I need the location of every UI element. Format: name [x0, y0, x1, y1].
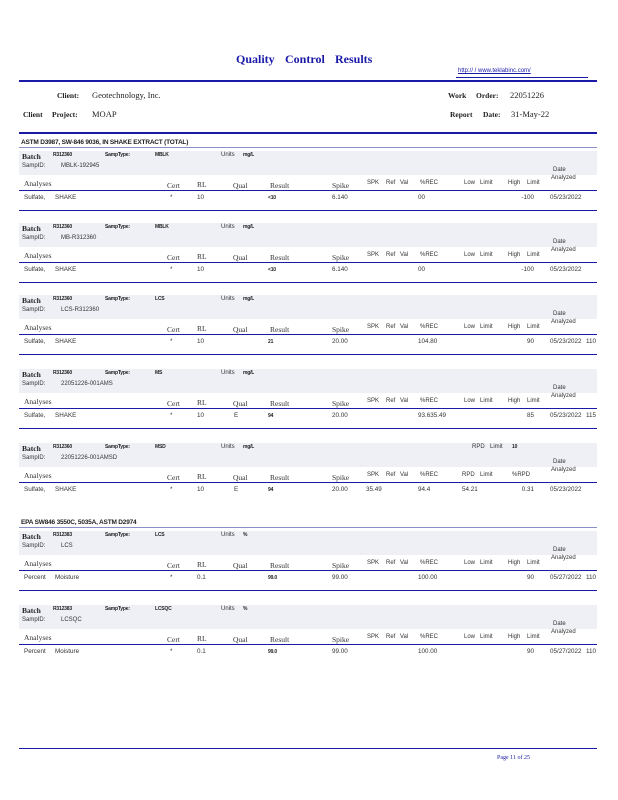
- col-result: Result: [270, 561, 290, 570]
- samptype-value: MBLK: [155, 152, 169, 158]
- col-ref: Ref: [386, 472, 396, 478]
- rpd-label: RPD: [472, 444, 485, 450]
- col-result: Result: [270, 399, 290, 408]
- result-value: 99.0: [268, 649, 277, 655]
- col-qual: Qual: [233, 325, 248, 334]
- col-high: High: [508, 634, 521, 640]
- order-label: Order:: [476, 91, 499, 100]
- col-high: High: [508, 324, 521, 330]
- col-low: Low: [464, 180, 476, 186]
- report-label: Report: [450, 110, 473, 119]
- sampid-value: LCSQC: [61, 617, 82, 623]
- batch-label: Batch: [22, 606, 41, 615]
- rl-value: 0.1: [197, 574, 206, 581]
- col-spk: SPK: [367, 472, 380, 478]
- block-rule: [19, 282, 597, 283]
- col-cert: Cert: [167, 561, 180, 570]
- analyzed-label: Analyzed: [551, 629, 576, 635]
- col-rpd: RPD: [462, 472, 475, 478]
- samptype-value: MBLK: [155, 224, 169, 230]
- col-ref: Ref: [386, 180, 396, 186]
- col-val: Val: [400, 634, 409, 640]
- batch-id: R312383: [53, 606, 72, 612]
- date-analyzed-value: 05/27/2022: [550, 648, 582, 655]
- date-value: 31-May-22: [511, 109, 550, 119]
- sampid-value: MB-R312360: [61, 235, 97, 241]
- samptype-label: SampType:: [105, 606, 130, 612]
- analyte-name: Percent: [24, 648, 46, 655]
- units-label: Units: [221, 444, 235, 450]
- col-spk: SPK: [367, 252, 380, 258]
- col-limit: Limit: [480, 324, 493, 330]
- units-value: mg/L: [243, 370, 255, 376]
- units-value: mg/L: [243, 152, 255, 158]
- sampid-label: SampID:: [22, 543, 46, 549]
- batch-id: R312360: [53, 370, 72, 376]
- col-spike: Spike: [332, 253, 350, 262]
- client-label: Client:: [57, 91, 80, 100]
- analyte-name-2: SHAKE: [55, 194, 77, 201]
- rec-value: 93.635.49: [418, 412, 447, 419]
- column-rule: [19, 644, 597, 645]
- date-label: Date:: [483, 110, 501, 119]
- page-number: Page 11 of 25: [497, 755, 530, 761]
- col-result: Result: [270, 473, 290, 482]
- col-val: Val: [400, 560, 409, 566]
- units-value: mg/L: [243, 296, 255, 302]
- sampid-value: 22051226-001AMS: [61, 381, 113, 387]
- units-label: Units: [221, 224, 235, 230]
- spike-value: 99.00: [332, 574, 348, 581]
- result-value: 94: [268, 413, 274, 419]
- analyte-name-2: Moisture: [55, 648, 80, 655]
- header-rule: [19, 132, 597, 134]
- title-word-control: Control: [285, 52, 325, 66]
- method-rule: [19, 147, 597, 148]
- analyte-name: Sulfate,: [24, 486, 46, 493]
- footer-rule: [19, 748, 597, 749]
- col-rpd-limit: Limit: [480, 472, 493, 478]
- samptype-value: LCSQC: [155, 606, 172, 612]
- col-rec: %REC: [420, 560, 439, 566]
- col-analyses: Analyses: [24, 471, 52, 480]
- analyzed-label: Analyzed: [551, 319, 576, 325]
- date-analyzed-value: 05/27/2022: [550, 574, 582, 581]
- result-value: 99.0: [268, 575, 277, 581]
- col-analyses: Analyses: [24, 559, 52, 568]
- batch-label: Batch: [22, 296, 41, 305]
- col-cert: Cert: [167, 473, 180, 482]
- col-result: Result: [270, 325, 290, 334]
- rec-value: 100.00: [418, 574, 438, 581]
- date-analyzed-value: 05/23/2022: [550, 266, 582, 273]
- column-rule: [19, 190, 597, 191]
- col-limit2: Limit: [527, 180, 540, 186]
- cert-value: *: [170, 338, 173, 345]
- spike-value: 6.140: [332, 266, 348, 273]
- col-cert: Cert: [167, 635, 180, 644]
- date-analyzed-value: 05/23/2022: [550, 486, 582, 493]
- high-value: 90: [526, 338, 534, 345]
- col-qual: Qual: [233, 635, 248, 644]
- rl-value: 10: [197, 412, 205, 419]
- col-analyses: Analyses: [24, 323, 52, 332]
- samptype-value: LCS: [155, 532, 165, 538]
- rec-value: 100.00: [418, 648, 438, 655]
- col-spike: Spike: [332, 473, 350, 482]
- col-spk: SPK: [367, 180, 380, 186]
- title-word-quality: Quality: [236, 52, 275, 66]
- batch-id: R312360: [53, 152, 72, 158]
- batch-label: Batch: [22, 152, 41, 161]
- block-rule: [19, 590, 597, 591]
- col-limit2: Limit: [527, 560, 540, 566]
- spike-value: 99.00: [332, 648, 348, 655]
- client-value: Geotechnology, Inc.: [92, 90, 161, 100]
- work-label: Work: [448, 91, 467, 100]
- units-value: mg/L: [243, 224, 255, 230]
- col-spike: Spike: [332, 635, 350, 644]
- cert-value: *: [170, 412, 173, 419]
- date-analyzed-value: 05/23/2022: [550, 338, 582, 345]
- analyte-name-2: SHAKE: [55, 338, 77, 345]
- rl-value: 10: [197, 486, 205, 493]
- analyte-name-2: Moisture: [55, 574, 80, 581]
- col-low: Low: [464, 560, 476, 566]
- col-qual: Qual: [233, 561, 248, 570]
- units-value: %: [243, 606, 248, 612]
- sampid-label: SampID:: [22, 307, 46, 313]
- col-rpd-pct: %RPD: [512, 472, 531, 478]
- batch-id: R312360: [53, 296, 72, 302]
- col-qual: Qual: [233, 399, 248, 408]
- col-high: High: [508, 180, 521, 186]
- col-spike: Spike: [332, 561, 350, 570]
- col-rec: %REC: [420, 180, 439, 186]
- col-high: High: [508, 560, 521, 566]
- batch-id: R312360: [53, 224, 72, 230]
- rpd-limit-label: Limit: [490, 444, 503, 450]
- units-label: Units: [221, 532, 235, 538]
- title-rule: [19, 80, 597, 82]
- samptype-value: MSD: [155, 444, 166, 450]
- col-limit: Limit: [480, 634, 493, 640]
- spike-value: 20.00: [332, 338, 348, 345]
- col-cert: Cert: [167, 325, 180, 334]
- col-ref: Ref: [386, 324, 396, 330]
- column-rule: [19, 482, 597, 483]
- sampid-value: LCS: [61, 543, 73, 549]
- units-label: Units: [221, 152, 235, 158]
- cert-value: *: [170, 486, 173, 493]
- method-rule: [19, 527, 597, 528]
- date-analyzed-value: 05/23/2022: [550, 412, 582, 419]
- col-rl: RL: [197, 324, 207, 333]
- analyte-name: Percent: [24, 574, 46, 581]
- col-rl: RL: [197, 560, 207, 569]
- extra-value: 115: [586, 412, 597, 419]
- units-label: Units: [221, 296, 235, 302]
- url-underline: [456, 77, 588, 78]
- col-qual: Qual: [233, 473, 248, 482]
- col-val: Val: [400, 180, 409, 186]
- col-high: High: [508, 398, 521, 404]
- result-value: 94: [268, 487, 274, 493]
- col-result: Result: [270, 181, 290, 190]
- qual-value: E: [234, 486, 239, 493]
- analyte-name-2: SHAKE: [55, 412, 77, 419]
- analyte-name: Sulfate,: [24, 194, 46, 201]
- col-low: Low: [464, 324, 476, 330]
- col-limit: Limit: [480, 398, 493, 404]
- col-limit: Limit: [480, 560, 493, 566]
- rpd-limit-value: 10: [512, 444, 518, 450]
- analyte-name: Sulfate,: [24, 338, 46, 345]
- col-analyses: Analyses: [24, 251, 52, 260]
- website-link[interactable]: http:// / www.teklabinc.com/: [458, 68, 531, 74]
- col-ref: Ref: [386, 634, 396, 640]
- samptype-value: LCS: [155, 296, 165, 302]
- samptype-label: SampType:: [105, 152, 130, 158]
- date-label: Date: [553, 385, 566, 391]
- col-ref: Ref: [386, 252, 396, 258]
- extra-value: 110: [586, 574, 597, 581]
- analyte-name-2: SHAKE: [55, 266, 77, 273]
- analyzed-label: Analyzed: [551, 175, 576, 181]
- col-ref: Ref: [386, 398, 396, 404]
- batch-label: Batch: [22, 532, 41, 541]
- sampid-value: 22051226-001AMSD: [61, 455, 118, 461]
- col-spk: SPK: [367, 398, 380, 404]
- samptype-label: SampType:: [105, 532, 130, 538]
- column-rule: [19, 334, 597, 335]
- result-value: 21: [268, 339, 274, 345]
- col-spike: Spike: [332, 181, 350, 190]
- result-value: <10: [268, 267, 276, 273]
- col-val: Val: [400, 324, 409, 330]
- rl-value: 10: [197, 194, 205, 201]
- high-value: 90: [526, 574, 534, 581]
- analyte-name: Sulfate,: [24, 412, 46, 419]
- batch-label: Batch: [22, 444, 41, 453]
- col-limit2: Limit: [527, 252, 540, 258]
- extra-value: 110: [586, 338, 597, 345]
- samptype-label: SampType:: [105, 224, 130, 230]
- batch-id: R312383: [53, 532, 72, 538]
- rl-value: 10: [197, 266, 205, 273]
- high-value: 90: [526, 648, 534, 655]
- col-rl: RL: [197, 180, 207, 189]
- col-rec: %REC: [420, 634, 439, 640]
- rl-value: 0.1: [197, 648, 206, 655]
- col-analyses: Analyses: [24, 633, 52, 642]
- col-val: Val: [400, 398, 409, 404]
- col-cert: Cert: [167, 399, 180, 408]
- spike-value: 6.140: [332, 194, 348, 201]
- date-label: Date: [553, 311, 566, 317]
- col-analyses: Analyses: [24, 397, 52, 406]
- spike-value: 20.00: [332, 412, 348, 419]
- spike-value: 20.00: [332, 486, 348, 493]
- column-rule: [19, 262, 597, 263]
- sampid-label: SampID:: [22, 381, 46, 387]
- col-low: Low: [464, 634, 476, 640]
- method-title: EPA SW846 3550C, 5035A, ASTM D2974: [21, 519, 137, 526]
- sampid-value: LCS-R312360: [61, 307, 100, 313]
- date-label: Date: [553, 547, 566, 553]
- sampid-label: SampID:: [22, 455, 46, 461]
- high-value: -100: [521, 266, 534, 273]
- sampid-label: SampID:: [22, 163, 46, 169]
- analyzed-label: Analyzed: [551, 393, 576, 399]
- col-limit: Limit: [480, 252, 493, 258]
- col-rl: RL: [197, 252, 207, 261]
- samptype-label: SampType:: [105, 444, 130, 450]
- samptype-label: SampType:: [105, 370, 130, 376]
- analyte-name-2: SHAKE: [55, 486, 77, 493]
- col-low: Low: [464, 252, 476, 258]
- rec-value: 104.80: [418, 338, 438, 345]
- column-rule: [19, 408, 597, 409]
- units-label: Units: [221, 370, 235, 376]
- block-rule: [19, 428, 597, 429]
- low-value: 54.21: [462, 486, 478, 493]
- date-label: Date: [553, 621, 566, 627]
- batch-label: Batch: [22, 370, 41, 379]
- col-cert: Cert: [167, 253, 180, 262]
- col-rl: RL: [197, 634, 207, 643]
- analyzed-label: Analyzed: [551, 555, 576, 561]
- batch-id: R312360: [53, 444, 72, 450]
- order-value: 22051226: [510, 90, 544, 100]
- rec-value: 00: [418, 194, 426, 201]
- high-value: 0.31: [521, 486, 534, 493]
- units-value: %: [243, 532, 248, 538]
- high-value: -100: [521, 194, 534, 201]
- col-rec: %REC: [420, 472, 439, 478]
- col-ref: Ref: [386, 560, 396, 566]
- cert-value: *: [170, 574, 173, 581]
- project-value: MOAP: [92, 109, 117, 119]
- col-spike: Spike: [332, 325, 350, 334]
- rl-value: 10: [197, 338, 205, 345]
- cert-value: *: [170, 194, 173, 201]
- block-rule: [19, 210, 597, 211]
- title-word-results: Results: [335, 52, 373, 66]
- col-limit2: Limit: [527, 324, 540, 330]
- col-val: Val: [400, 252, 409, 258]
- units-label: Units: [221, 606, 235, 612]
- client-label-2: Client: [23, 110, 43, 119]
- col-low: Low: [464, 398, 476, 404]
- analyzed-label: Analyzed: [551, 467, 576, 473]
- analyte-name: Sulfate,: [24, 266, 46, 273]
- samptype-label: SampType:: [105, 296, 130, 302]
- col-limit: Limit: [480, 180, 493, 186]
- units-value: mg/L: [243, 444, 255, 450]
- col-cert: Cert: [167, 181, 180, 190]
- cert-value: *: [170, 266, 173, 273]
- high-value: 85: [526, 412, 534, 419]
- block-rule: [19, 354, 597, 355]
- cert-value: *: [170, 648, 173, 655]
- rec-value: 00: [418, 266, 426, 273]
- col-high: High: [508, 252, 521, 258]
- spk-value: 35.49: [366, 486, 382, 493]
- col-spike: Spike: [332, 399, 350, 408]
- date-label: Date: [553, 459, 566, 465]
- extra-value: 110: [586, 648, 597, 655]
- analyzed-label: Analyzed: [551, 247, 576, 253]
- col-spk: SPK: [367, 560, 380, 566]
- batch-label: Batch: [22, 224, 41, 233]
- sampid-label: SampID:: [22, 235, 46, 241]
- col-rec: %REC: [420, 398, 439, 404]
- samptype-value: MS: [155, 370, 163, 376]
- col-qual: Qual: [233, 253, 248, 262]
- col-result: Result: [270, 635, 290, 644]
- col-val: Val: [400, 472, 409, 478]
- col-rl: RL: [197, 398, 207, 407]
- sampid-value: MBLK-192945: [61, 163, 100, 169]
- result-value: <10: [268, 195, 276, 201]
- col-spk: SPK: [367, 324, 380, 330]
- date-analyzed-value: 05/23/2022: [550, 194, 582, 201]
- col-limit2: Limit: [527, 398, 540, 404]
- col-rec: %REC: [420, 252, 439, 258]
- col-result: Result: [270, 253, 290, 262]
- col-qual: Qual: [233, 181, 248, 190]
- project-label: Project:: [52, 110, 78, 119]
- sampid-label: SampID:: [22, 617, 46, 623]
- col-analyses: Analyses: [24, 179, 52, 188]
- date-label: Date: [553, 167, 566, 173]
- col-spk: SPK: [367, 634, 380, 640]
- col-rec: %REC: [420, 324, 439, 330]
- col-rl: RL: [197, 472, 207, 481]
- date-label: Date: [553, 239, 566, 245]
- method-title: ASTM D3987, SW-846 9036, IN SHAKE EXTRACT (TOTAL): [21, 139, 189, 146]
- column-rule: [19, 570, 597, 571]
- qual-value: E: [234, 412, 239, 419]
- col-limit2: Limit: [527, 634, 540, 640]
- rec-value: 94.4: [418, 486, 431, 493]
